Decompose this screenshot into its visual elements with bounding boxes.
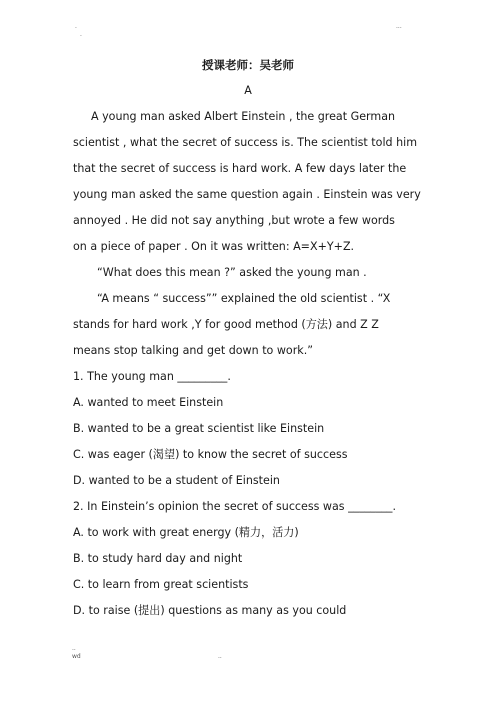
answer-option: D. to raise (提出) questions as many as you could [73, 604, 347, 617]
answer-option: B. to study hard day and night [73, 552, 243, 565]
header-mark: . [80, 31, 82, 38]
footer-mark: .. [218, 653, 222, 660]
passage-line: stands for hard work ,Y for good method (方法) and Z Z [73, 318, 379, 331]
passage-line: on a piece of paper . On it was written: A=X+Y+Z. [73, 240, 355, 253]
passage-line: “A means “ success”” explained the old scientist . “X [97, 292, 391, 305]
document-title: 授课老师：吴老师 [202, 58, 294, 72]
answer-option: C. was eager (渴望) to know the secret of success [73, 448, 348, 461]
passage-line: A young man asked Albert Einstein , the great German [91, 110, 396, 123]
footer-mark: .. [72, 645, 76, 652]
passage-line: that the secret of success is hard work. A few days later the [73, 162, 407, 175]
question-stem: 1. The young man _________. [73, 370, 231, 383]
passage-line: young man asked the same question again . Einstein was very [73, 188, 421, 201]
passage-line: scientist , what the secret of success is. The scientist told him [73, 136, 418, 149]
answer-option: A. wanted to meet Einstein [73, 396, 224, 409]
footer-mark: wd [72, 653, 81, 660]
passage-line: means stop talking and get down to work.” [73, 344, 313, 357]
answer-option: B. wanted to be a great scientist like Einstein [73, 422, 325, 435]
section-label: A [244, 84, 252, 97]
answer-option: A. to work with great energy (精力，活力) [73, 526, 299, 539]
passage-line: annoyed . He did not say anything ,but wrote a few words [73, 214, 395, 227]
passage-line: “What does this mean ?” asked the young man . [97, 266, 367, 279]
answer-option: C. to learn from great scientists [73, 578, 249, 591]
question-stem: 2. In Einstein’s opinion the secret of success was ________. [73, 500, 397, 513]
header-mark: . [75, 23, 77, 30]
answer-option: D. wanted to be a student of Einstein [73, 474, 280, 487]
header-mark: ... [396, 23, 402, 30]
